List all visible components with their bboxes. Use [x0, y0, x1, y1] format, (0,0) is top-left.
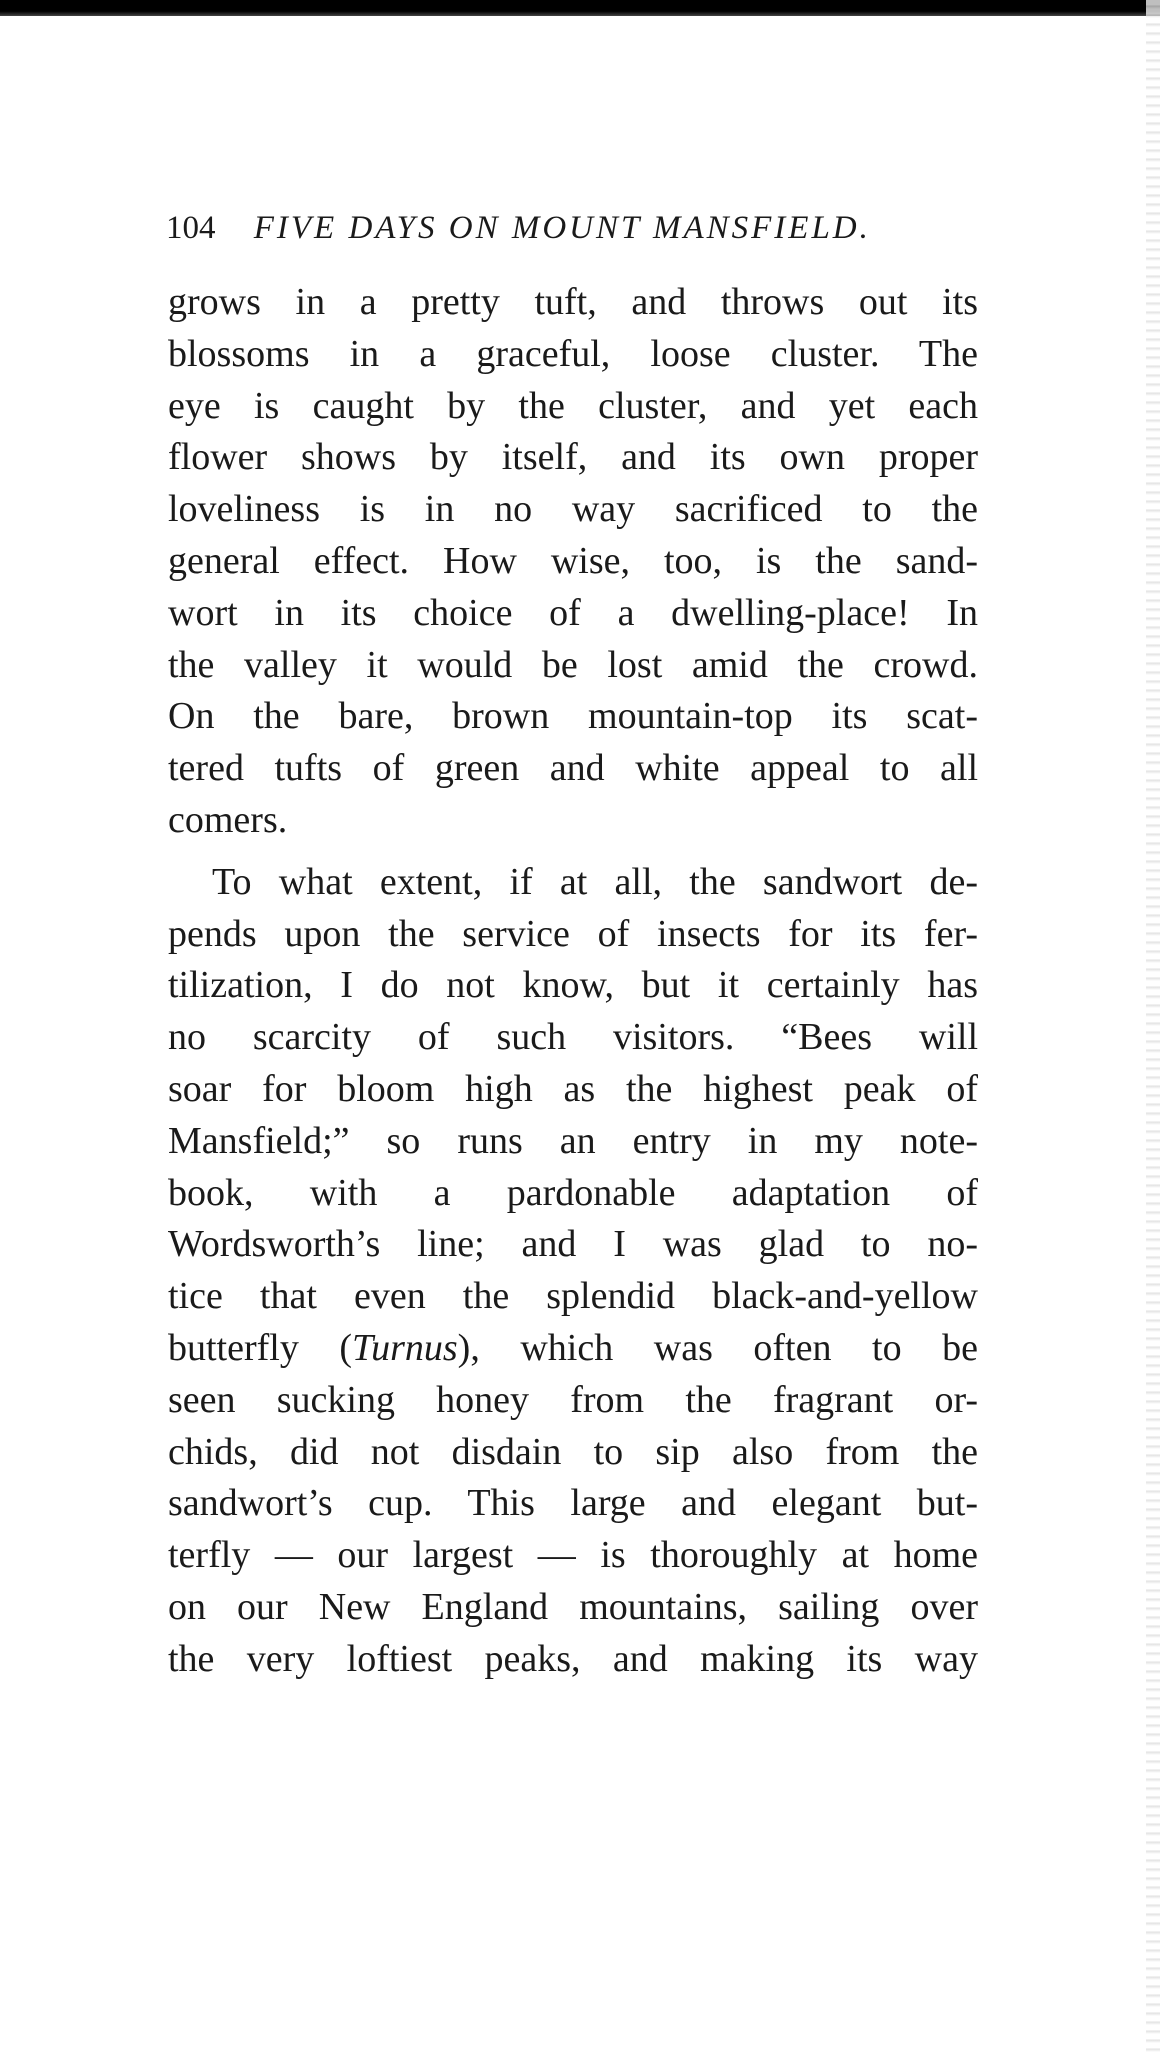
text-line: the very loftiest peaks, and making its way: [168, 1637, 978, 1680]
scan-top-edge: [0, 0, 1160, 16]
text-line: seen sucking honey from the fragrant or-: [168, 1378, 978, 1421]
text-line: soar for bloom high as the highest peak of: [168, 1067, 978, 1110]
running-title: FIVE DAYS ON MOUNT MANSFIELD.: [253, 210, 871, 246]
text-line: wort in its choice of a dwelling-place! In: [168, 591, 978, 634]
scan-right-edge: [1146, 0, 1160, 2052]
text-line: On the bare, brown mountain-top its scat-: [168, 695, 978, 738]
page-number: 104: [166, 210, 216, 246]
page-body: [168, 277, 978, 1686]
species-name: Turnus: [352, 1326, 458, 1369]
text-line: chids, did not disdain to sip also from the: [168, 1430, 978, 1473]
paragraph-gap: [168, 847, 978, 857]
text-line: sandwort’s cup. This large and elegant but-: [168, 1482, 978, 1525]
text-fragment: ), which was often to be: [457, 1326, 978, 1369]
text-line: pends upon the service of insects for its fer-: [168, 912, 978, 955]
paragraph-2: [168, 857, 978, 1686]
text-line: Wordsworth’s line; and I was glad to no-: [168, 1223, 978, 1266]
text-line: blossoms in a graceful, loose cluster. The: [168, 332, 978, 375]
text-line: terfly — our largest — is thoroughly at home: [168, 1534, 978, 1577]
text-line: tice that even the splendid black-and-yellow: [168, 1275, 978, 1318]
running-head: [166, 200, 946, 256]
text-line: Mansfield;” so runs an entry in my note-: [168, 1119, 978, 1162]
text-line: eye is caught by the cluster, and yet each: [168, 384, 978, 427]
text-line: grows in a pretty tuft, and throws out its: [168, 281, 978, 323]
text-fragment: butterfly (: [168, 1326, 353, 1369]
text-line-with-species: [168, 1323, 978, 1375]
text-line: book, with a pardonable adaptation of: [168, 1171, 978, 1214]
text-line: tilization, I do not know, but it certainly has: [168, 964, 978, 1007]
text-line: flower shows by itself, and its own proper: [168, 436, 978, 479]
text-line: To what extent, if at all, the sandwort de-: [212, 860, 978, 903]
text-line: tered tufts of green and white appeal to all: [168, 747, 978, 790]
paragraph-1: [168, 277, 978, 847]
text-line: loveliness is in no way sacrificed to the: [168, 488, 978, 531]
text-line: general effect. How wise, too, is the sand-: [168, 539, 978, 582]
text-line: the valley it would be lost amid the crowd.: [168, 643, 978, 686]
text-line: no scarcity of such visitors. “Bees will: [168, 1016, 978, 1059]
text-line: comers.: [168, 798, 288, 841]
text-line: on our New England mountains, sailing over: [168, 1585, 978, 1628]
